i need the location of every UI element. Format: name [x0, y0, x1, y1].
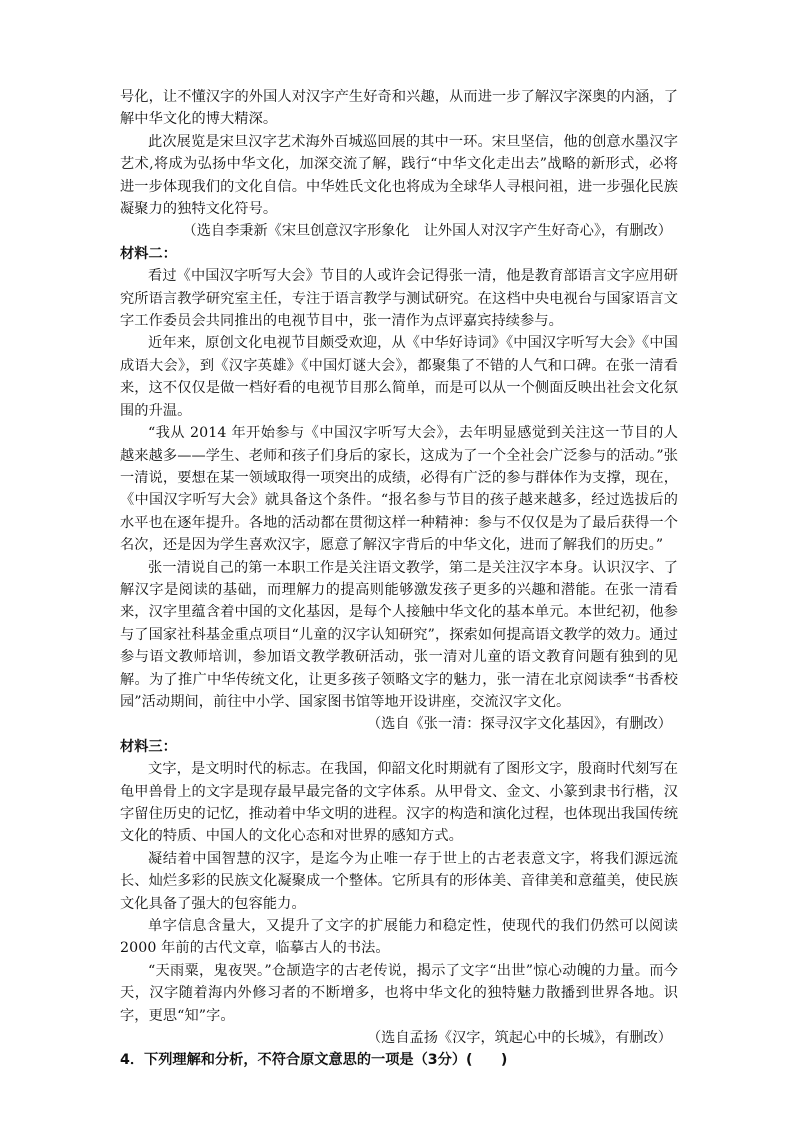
material-2-paragraph: 近年来，原创文化电视节目颇受欢迎，从《中华好诗词》《中国汉字听写大会》《中国成语大会》，到《汉字英雄》《中国灯谜大会》，都聚集了不错的人气和口碑。在张一清看来，这不仅仅是做一档好看的电视节目那么简单，而是可以从一个侧面反映出社会文化氛围的升温。: [120, 335, 678, 419]
material-3-heading: 材料三：: [120, 738, 177, 755]
material-3-paragraph: “天雨粟，鬼夜哭。”仓颉造字的古老传说，揭示了文字“出世”惊心动魄的力量。而今天，汉字随着海内外修习者的不断增多，也将中华文化的独特魅力散播到世界各地。识字，更思“知”字。: [120, 962, 678, 1024]
material-2-paragraph: 张一清说自己的第一本职工作是关注语文教学，第二是关注汉字本身。认识汉字、了解汉字是阅读的基础，而理解力的提高则能够激发孩子更多的兴趣和潜能。在张一清看来，汉字里蕴含着中国的文化基因，是每个人接触中华文化的基本单元。本世纪初，他参与了国家社科基金重点项目“儿童的汉字认知研究”，探索如何提高语文教学的效力。通过参与语文教师培训，参加语文教学教研活动，张一清对儿童的语文教育问题有独到的见解。为了推广中华传统文化，让更多孩子领略文字的魅力，张一清在北京阅读季“书香校园”活动期间，前往中小学、国家图书馆等地开设讲座，交流汉字文化。: [120, 559, 678, 710]
material-3-paragraph: 文字，是文明时代的标志。在我国，仰韶文化时期就有了图形文字，殷商时代刻写在龟甲兽骨上的文字是现存最早最完备的文字体系。从甲骨文、金文、小篆到隶书行楷，汉字留住历史的记忆，推动着中华文明的进程。汉字的构造和演化过程，也体现出我国传统文化的特质、中国人的文化心态和对世界的感知方式。: [120, 761, 678, 845]
document-page: [120, 86, 678, 1072]
material-3-paragraph: 凝结着中国智慧的汉字，是迄今为止唯一存于世上的古老表意文字，将我们源远流长、灿烂多彩的民族文化凝聚成一个整体。它所具有的形体美、音律美和意蕴美，使民族文化具备了强大的包容能力。: [120, 850, 678, 912]
opening-source: （选自李秉新《宋旦创意汉字形象化 让外国人对汉字产生好奇心》，有删改）: [182, 223, 672, 240]
opening-paragraph-continued: 号化，让不懂汉字的外国人对汉字产生好奇和兴趣，从而进一步了解汉字深奥的内涵，了解中华文化的博大精深。: [120, 89, 678, 128]
material-3-source: （选自孟扬《汉字，筑起心中的长城》，有删改）: [366, 1030, 672, 1047]
material-3-paragraph: 单字信息含量大，又提升了文字的扩展能力和稳定性，使现代的我们仍然可以阅读 2000 年前的古代文章，临摹古人的书法。: [120, 918, 678, 957]
material-2-paragraph: 看过《中国汉字听写大会》节目的人或许会记得张一清，他是教育部语言文字应用研究所语言教学研究室主任，专注于语言教学与测试研究。在这档中央电视台与国家语言文字工作委员会共同推出的电视节目中，张一清作为点评嘉宾持续参与。: [120, 268, 678, 330]
opening-paragraph: 此次展览是宋旦汉字艺术海外百城巡回展的其中一环。宋旦坚信，他的创意水墨汉字艺术,将成为弘扬中华文化，加深交流了解，践行“中华文化走出去”战略的新形式，必将进一步体现我们的文化自信。中华姓氏文化也将成为全球华人寻根问祖，进一步强化民族凝聚力的独特文化符号。: [120, 133, 678, 218]
material-2-heading: 材料二：: [120, 245, 177, 262]
material-2-paragraph: “我从 2014 年开始参与《中国汉字听写大会》，去年明显感觉到关注这一节目的人越来越多——学生、老师和孩子们身后的家长，这成为了一个全社会广泛参与的活动。”张一清说，要想在某一领域取得一项突出的成绩，必得有广泛的参与群体作为支撑，现在，《中国汉字听写大会》就具备这个条件。“报名参与节目的孩子越来越多，经过选拔后的水平也在逐年提升。各地的活动都在贯彻这样一种精神：参与不仅仅是为了最后获得一个名次，还是因为学生喜欢汉字，愿意了解汉字背后的中华文化，进而了解我们的历史。”: [120, 425, 678, 554]
question-4: 4．下列理解和分析，不符合原文意思的一项是（3分）( ): [120, 1052, 508, 1069]
material-2-source: （选自《张一清：探寻汉字文化基因》，有删改）: [366, 716, 672, 733]
